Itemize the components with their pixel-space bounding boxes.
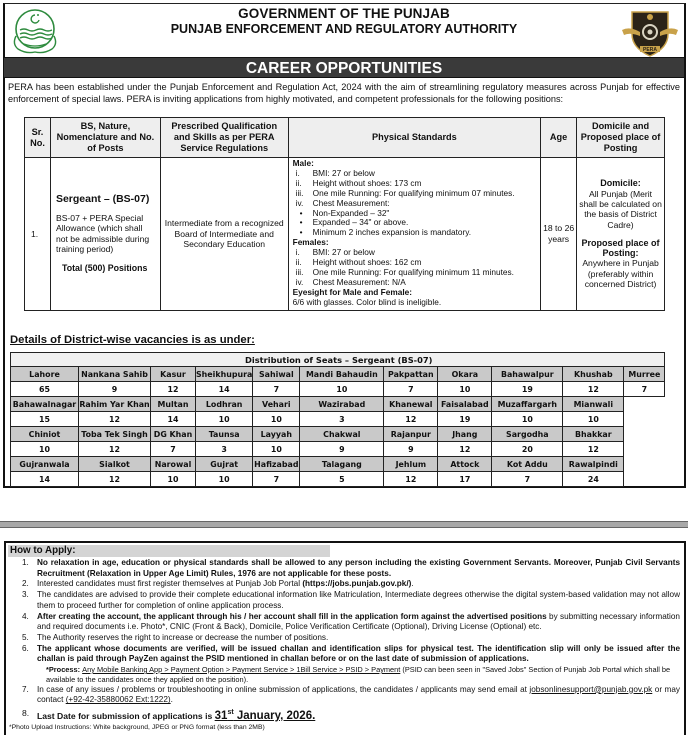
- district-seats: 7: [253, 382, 300, 397]
- district-seats: 10: [492, 412, 563, 427]
- district-name: Khanewal: [384, 397, 438, 412]
- district-name: Muzaffargarh: [492, 397, 563, 412]
- male-item: iv. Chest Measurement:: [295, 197, 390, 208]
- district-name: Bahawalnagar: [11, 397, 79, 412]
- posting-label: Proposed place of Posting:: [581, 237, 660, 259]
- district-seats: 10: [196, 472, 253, 487]
- male-item: iii. One mile Running: For qualifying minimum 07 minutes.: [295, 187, 515, 198]
- age-cell: 18 to 26 years: [541, 158, 577, 311]
- last-date: 31st January, 2026.: [214, 709, 316, 722]
- job-portal-link[interactable]: (https://jobs.punjab.gov.pk/): [302, 579, 412, 589]
- positions-table-header: [25, 118, 665, 158]
- district-name: Gujranwala: [11, 457, 79, 472]
- district-seats: 14: [11, 472, 79, 487]
- district-name: Lahore: [11, 367, 79, 382]
- district-seats: 9: [300, 442, 384, 457]
- eyesight-label: Eyesight for Male and Female:: [292, 286, 413, 297]
- empty-cell: [624, 427, 665, 442]
- apply-item-7: 7. In case of any issues / problems or troubleshooting in online submission of applications, the candidates / applicants may send email at jobsonlinesupport@punjab.gov.pk or may contact (+92-42-35880062 Ext:1222).: [22, 684, 680, 705]
- header-domicile: Domicile and Proposed place of Posting: [577, 118, 665, 158]
- district-seats: 5: [300, 472, 384, 487]
- apply-item-8: 8. Last Date for submission of applications is 31st January, 2026.: [22, 708, 316, 722]
- district-seats: 10: [438, 382, 492, 397]
- district-value-row: [11, 412, 665, 427]
- empty-cell: [624, 412, 665, 427]
- district-seats: 12: [79, 412, 151, 427]
- district-name: Talagang: [300, 457, 384, 472]
- apply-item-1: 1. No relaxation in age, education or physical standards shall be allowed to any person including the existing Government Servants. Moreover, Punjab Civil Servants Recruitment (Relaxation in Upper Age Limit) Rules, 1976 are not applicable for these posts.: [22, 558, 680, 578]
- district-name: Kot Addu: [492, 457, 563, 472]
- header-authority-title: PUNJAB ENFORCEMENT AND REGULATORY AUTHORITY: [170, 22, 518, 36]
- header-physical-standards: Physical Standards: [288, 118, 541, 158]
- district-name: Multan: [151, 397, 196, 412]
- district-name: Mianwali: [563, 397, 624, 412]
- female-item: ii. Height without shoes: 162 cm: [295, 257, 422, 268]
- district-name: Wazirabad: [300, 397, 384, 412]
- district-seats: 12: [79, 472, 151, 487]
- district-name: Jehlum: [384, 457, 438, 472]
- empty-cell: [624, 397, 665, 412]
- district-seats: 12: [79, 442, 151, 457]
- district-seats: 12: [384, 412, 438, 427]
- district-name: Mandi Bahaudin: [300, 367, 384, 382]
- apply-item-5: 5. The Authority reserves the right to increase or decrease the number of positions.: [22, 632, 329, 642]
- district-seats: 12: [563, 442, 624, 457]
- domicile-cell: [577, 158, 665, 311]
- district-table-title: Distribution of Seats – Sergeant (BS-07): [245, 354, 433, 365]
- district-name: Sheikhupura: [196, 367, 253, 382]
- district-seats: 14: [196, 382, 253, 397]
- district-value-row: [11, 472, 665, 487]
- empty-cell: [624, 472, 665, 487]
- district-seats: 7: [384, 382, 438, 397]
- bullet-icon: •: [299, 227, 303, 238]
- eyesight-text: 6/6 with glasses. Color blind is ineligible.: [292, 296, 442, 307]
- female-item: iii. One mile Running: For qualifying minimum 11 minutes.: [295, 266, 514, 277]
- bullet-icon: •: [299, 217, 303, 228]
- district-name: Gujrat: [196, 457, 253, 472]
- district-seats: 7: [253, 472, 300, 487]
- district-seats: 9: [79, 382, 151, 397]
- district-seats: 10: [563, 412, 624, 427]
- female-label: Females:: [292, 237, 329, 248]
- post-details-cell: [50, 158, 160, 311]
- district-name: Attock: [438, 457, 492, 472]
- district-name: Sialkot: [79, 457, 151, 472]
- district-name: Rahim Yar Khan: [79, 397, 151, 412]
- payment-path: Any Mobile Banking App > Payment Option > Payment Service > 1Bill Service > PSID > Payment: [82, 665, 401, 675]
- header-government-title: GOVERNMENT OF THE PUNJAB: [238, 6, 450, 21]
- district-name: Rawalpindi: [563, 457, 624, 472]
- table-row: [25, 158, 665, 311]
- district-name: Okara: [438, 367, 492, 382]
- district-name: Lodhran: [196, 397, 253, 412]
- district-seats: 10: [253, 442, 300, 457]
- intro-paragraph: PERA has been established under the Punjab Enforcement and Regulation Act, 2024 with the aim of streamlining regulatory measures across Punjab for effective enforcement of special laws. PERA is inviting applications from highly motivated, and competent professionals for the following positions:: [8, 82, 680, 104]
- apply-item-3: 3. The candidates are advised to provide their complete educational information like Matriculation, Intermediate degrees otherwise the digital system-based validation may not allow them to proceed further for completion of online application process.: [22, 590, 680, 610]
- district-seats: 12: [384, 472, 438, 487]
- district-value-row: [11, 442, 665, 457]
- how-to-apply-list: [22, 558, 680, 722]
- male-item: ii. Height without shoes: 173 cm: [295, 177, 422, 188]
- district-name: Pakpattan: [384, 367, 438, 382]
- apply-item-4: 4. After creating the account, the applicant through his / her account shall fill in the application form against the advertised positions by submitting necessary information and required documents i.e. Photo*, CNIC (Front & Back), Domicile, Police Verification Certificate (Optional), Driving License (Optional) etc.: [22, 611, 680, 632]
- bullet-icon: •: [299, 207, 303, 218]
- photo-upload-note: *Photo Upload Instructions: White background, JPEG or PNG format (less than 2MB): [9, 724, 265, 731]
- district-name: Chakwal: [300, 427, 384, 442]
- female-item: iv. Chest Measurement: N/A: [295, 276, 406, 287]
- post-title: Sergeant – (BS-07): [55, 193, 150, 206]
- header-sr-no: Sr. No.: [25, 118, 51, 158]
- svg-text:PERA: PERA: [643, 47, 657, 53]
- male-label: Male:: [292, 158, 314, 168]
- district-table-title-cell: [11, 353, 665, 367]
- district-name: Murree: [624, 367, 665, 382]
- district-name: Sargodha: [492, 427, 563, 442]
- payment-process-note: *Process: Any Mobile Banking App > Payment Option > Payment Service > 1Bill Service > PSID > Payment (PSID can been seen in "Saved Jobs" Section of Punjab Job Portal which shall be available to the candidates once they applied on the position).: [46, 665, 671, 684]
- district-seats: 20: [492, 442, 563, 457]
- district-name: Sahiwal: [253, 367, 300, 382]
- posting-text: Anywhere in Punjab (preferably within concerned District): [582, 258, 659, 289]
- sr-number: 1.: [25, 158, 51, 311]
- female-item: i. BMI: 27 or below: [295, 247, 375, 258]
- district-seats: 12: [151, 382, 196, 397]
- male-item: i. BMI: 27 or below: [295, 167, 375, 178]
- empty-cell: [624, 442, 665, 457]
- district-seats: 12: [563, 382, 624, 397]
- district-name: DG Khan: [151, 427, 196, 442]
- district-value-row: [11, 382, 665, 397]
- post-total: Total (500) Positions: [61, 262, 148, 273]
- chest-bullet: • Non-Expanded – 32": [293, 209, 537, 219]
- chest-bullet: • Expanded – 34" or above.: [293, 218, 537, 228]
- district-seats: 10: [253, 412, 300, 427]
- how-to-apply-title: How to Apply:: [8, 545, 330, 557]
- apply-item-2: 2. Interested candidates must first register themselves at Punjab Job Portal (https://jobs.punjab.gov.pk/).: [22, 579, 414, 589]
- header-age: Age: [541, 118, 577, 158]
- district-name: Jhang: [438, 427, 492, 442]
- apply-item-6: 6. The applicant whose documents are verified, will be issued challan and identification slips for physical test. The identification slip will only be issued after the challan is paid through PayZen against the PSID mentioned in challan before or on the last date of submission of applications.: [22, 643, 680, 664]
- section-separator: [0, 521, 688, 528]
- district-seats: 10: [151, 472, 196, 487]
- district-seats: 7: [151, 442, 196, 457]
- district-seats: 65: [11, 382, 79, 397]
- district-name: Bhakkar: [563, 427, 624, 442]
- post-description: BS-07 + PERA Special Allowance (which shall not be admissible during training period): [55, 212, 150, 255]
- district-name: Nankana Sahib: [79, 367, 151, 382]
- support-phone-link[interactable]: (+92-42-35880062 Ext:1222): [65, 695, 171, 705]
- district-seats: 7: [624, 382, 665, 397]
- district-seats: 12: [438, 442, 492, 457]
- district-name: Kasur: [151, 367, 196, 382]
- district-seats: 10: [300, 382, 384, 397]
- district-name: Hafizabad: [253, 457, 300, 472]
- chest-bullet: • Minimum 2 inches expansion is mandatory.: [293, 228, 537, 238]
- district-name: Vehari: [253, 397, 300, 412]
- district-name: Layyah: [253, 427, 300, 442]
- header-bs-nature: BS, Nature, Nomenclature and No. of Posts: [50, 118, 160, 158]
- district-table-title-row: [11, 353, 665, 367]
- career-opportunities-banner: [4, 57, 684, 78]
- support-email-link[interactable]: jobsonlinesupport@punjab.gov.pk: [529, 684, 653, 694]
- district-seats: 3: [300, 412, 384, 427]
- district-vacancies-table: [10, 352, 665, 487]
- district-seats: 24: [563, 472, 624, 487]
- qualification-cell: Intermediate from a recognized Board of Intermediate and Secondary Education: [160, 158, 288, 311]
- district-name-row: [11, 457, 665, 472]
- domicile-text: All Punjab (Merit shall be calculated on the basis of District Cadre): [579, 188, 662, 230]
- district-seats: 10: [11, 442, 79, 457]
- district-name: Toba Tek Singh: [79, 427, 151, 442]
- district-seats: 17: [438, 472, 492, 487]
- district-name: Taunsa: [196, 427, 253, 442]
- district-name-row: [11, 397, 665, 412]
- district-seats: 15: [11, 412, 79, 427]
- district-name: Chiniot: [11, 427, 79, 442]
- banner-title: CAREER OPPORTUNITIES: [245, 60, 443, 77]
- districts-section-title: Details of District-wise vacancies is as under:: [10, 334, 255, 346]
- district-seats: 9: [384, 442, 438, 457]
- district-name: Bahawalpur: [492, 367, 563, 382]
- district-seats: 14: [151, 412, 196, 427]
- district-seats: 19: [438, 412, 492, 427]
- district-name-row: [11, 367, 665, 382]
- district-name: Rajanpur: [384, 427, 438, 442]
- domicile-label: Domicile:: [600, 178, 641, 189]
- district-name: Faisalabad: [438, 397, 492, 412]
- physical-standards-cell: [288, 158, 541, 311]
- district-seats: 3: [196, 442, 253, 457]
- positions-table: [24, 117, 665, 311]
- district-seats: 19: [492, 382, 563, 397]
- district-seats: 10: [196, 412, 253, 427]
- empty-cell: [624, 457, 665, 472]
- district-name: Narowal: [151, 457, 196, 472]
- district-seats: 7: [492, 472, 563, 487]
- district-name-row: [11, 427, 665, 442]
- header-qualification: Prescribed Qualification and Skills as per PERA Service Regulations: [160, 118, 288, 158]
- district-name: Khushab: [563, 367, 624, 382]
